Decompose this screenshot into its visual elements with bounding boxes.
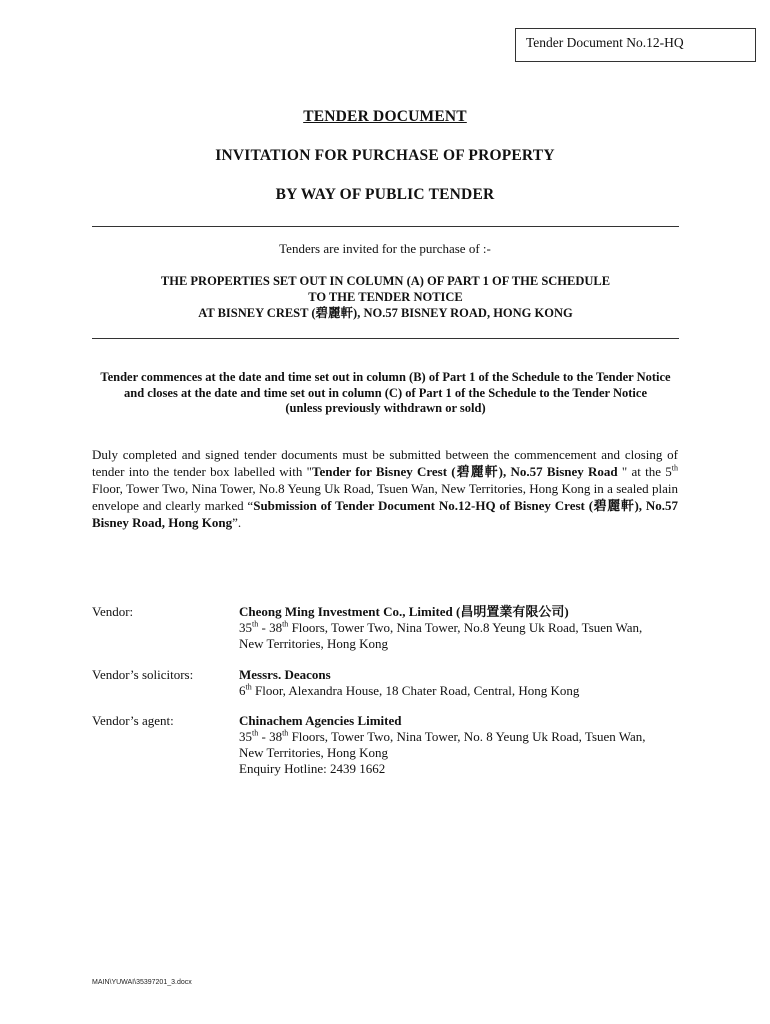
solicitors-name: Messrs. Deacons — [239, 667, 331, 682]
tender-box-label: Tender for Bisney Crest (碧麗軒), No.57 Bisney Road — [311, 464, 618, 479]
agent-address: 35th - 38th Floors, Tower Two, Nina Tower, No. 8 Yeung Uk Road, Tsuen Wan, New Territories, Hong Kong — [239, 728, 646, 760]
submission-instructions — [92, 446, 678, 531]
ordinal-suffix: th — [671, 463, 679, 473]
agent-enquiry-hotline: Enquiry Hotline: 2439 1662 — [239, 761, 386, 776]
tender-period-text: Tender commences at the date and time set out in column (B) of Part 1 of the Schedule to the Tender Notice and closes at the date and time set out in column (C) of Part 1 of the Schedule to the Tender Notice — [100, 370, 671, 400]
divider-bottom — [92, 338, 679, 339]
properties-line-1: THE PROPERTIES SET OUT IN COLUMN (A) OF PART 1 OF THE SCHEDULE — [160, 274, 611, 288]
submission-text-4: ”. — [232, 515, 242, 530]
invitation-text: Tenders are invited for the purchase of :- — [279, 241, 491, 256]
document-title: TENDER DOCUMENT — [303, 108, 467, 125]
document-subtitle-invitation: INVITATION FOR PURCHASE OF PROPERTY — [215, 147, 555, 164]
document-subtitle-public-tender: BY WAY OF PUBLIC TENDER — [275, 186, 495, 203]
solicitors-address: 6th Floor, Alexandra House, 18 Chater Road, Central, Hong Kong — [239, 682, 580, 698]
vendor-address: 35th - 38th Floors, Tower Two, Nina Tower, No.8 Yeung Uk Road, Tsuen Wan, New Territories, Hong Kong — [239, 619, 643, 651]
solicitors-details — [239, 667, 669, 699]
properties-heading — [92, 273, 679, 321]
divider-top — [92, 226, 679, 227]
submission-text-2: " at the 5 — [617, 464, 672, 479]
agent-name: Chinachem Agencies Limited — [239, 713, 402, 728]
properties-line-2: TO THE TENDER NOTICE — [308, 290, 463, 304]
properties-line-3: AT BISNEY CREST (碧麗軒), NO.57 BISNEY ROAD, HONG KONG — [198, 306, 573, 320]
agent-label: Vendor’s agent: — [92, 713, 174, 728]
vendor-label: Vendor: — [92, 604, 134, 619]
solicitors-label: Vendor’s solicitors: — [92, 667, 194, 682]
tender-period-note: (unless previously withdrawn or sold) — [285, 401, 486, 415]
submission-text-1: Duly completed and signed tender documents must be submitted between the commencement and closing of tender into the tender box labelled with " — [92, 447, 678, 479]
vendor-details — [239, 604, 669, 652]
envelope-marking: Submission of Tender Document No.12-HQ of Bisney Crest (碧麗軒), No.57 Bisney Road, Hong Kong — [92, 498, 679, 530]
tender-document-number-box: Tender Document No.12-HQ — [515, 28, 756, 62]
tender-period-notice — [92, 370, 679, 417]
submission-text-3: Floor, Tower Two, Nina Tower, No.8 Yeung Uk Road, Tsuen Wan, New Territories, Hong Kong in a sealed plain envelope and clearly marked “ — [92, 481, 678, 513]
vendor-name: Cheong Ming Investment Co., Limited (昌明置業有限公司) — [239, 604, 569, 619]
file-reference-footer: MAIN\YUWAI\35397201_3.docx — [92, 979, 192, 986]
agent-details — [239, 713, 669, 777]
